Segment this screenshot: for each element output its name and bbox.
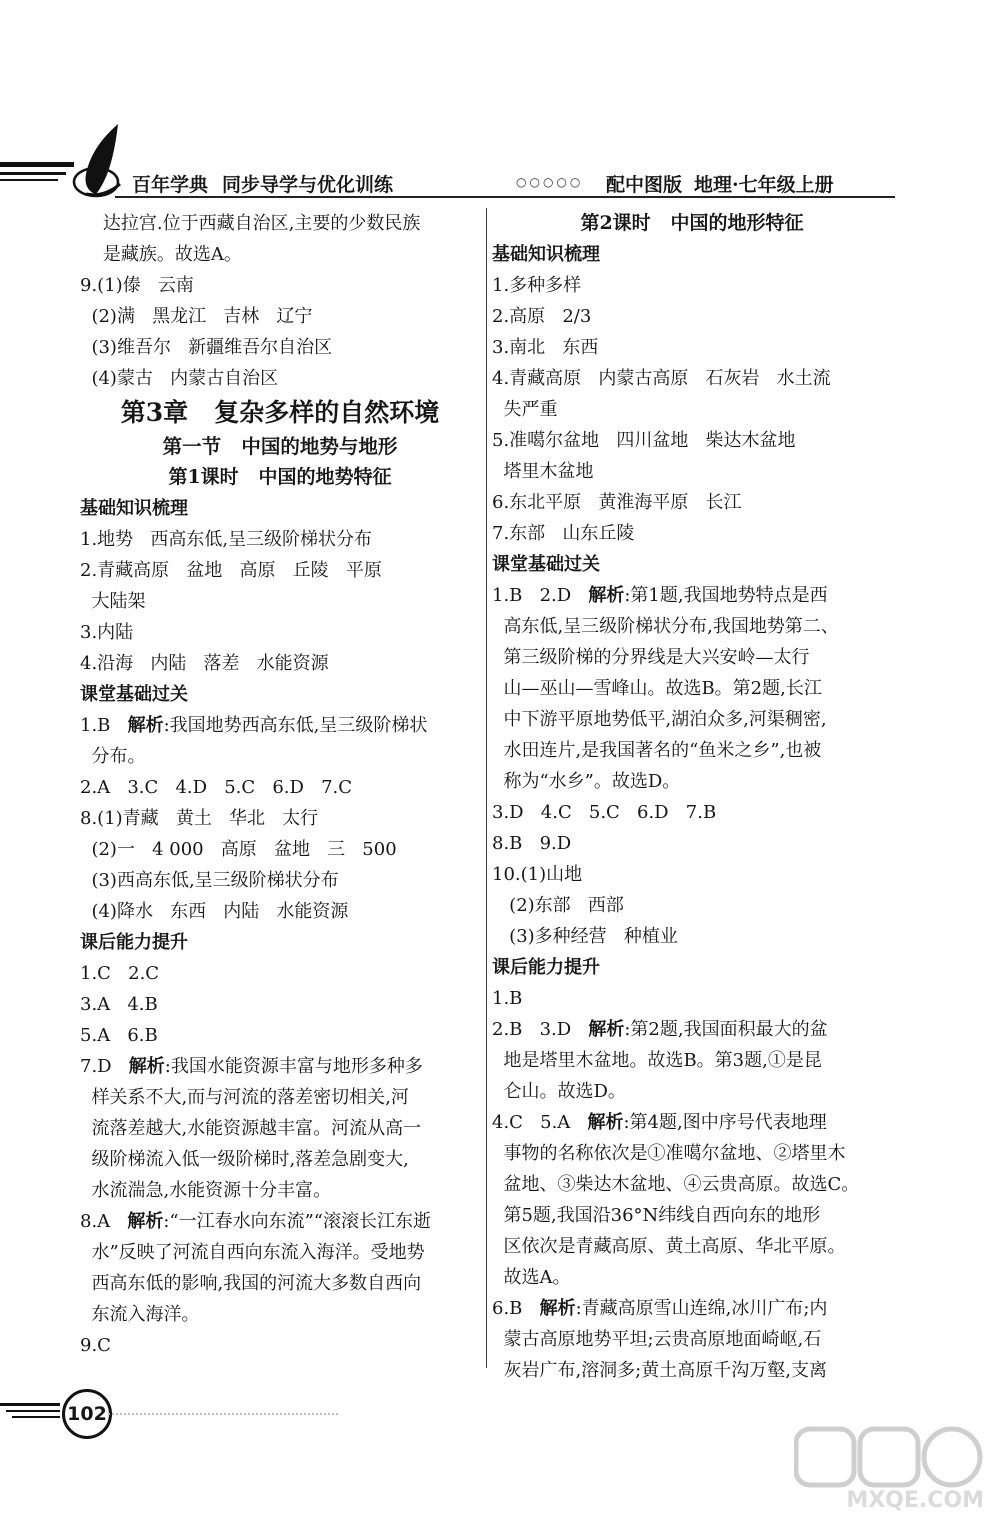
analysis-keyword: 解析: [588, 585, 625, 606]
left-column: [80, 208, 480, 1361]
text-line: 样关系不大,而与河流的落差密切相关,河: [80, 1087, 409, 1108]
text-line: 称为“水乡”。故选D。: [492, 771, 681, 792]
subject-label: 地理·七年级上册: [694, 174, 834, 196]
text-line: 4.C 5.A 解析:第4题,图中序号代表地理: [492, 1112, 827, 1133]
footer-rule: [108, 1413, 338, 1415]
text-line: 9.(1)傣 云南: [80, 275, 194, 296]
text-line: (2)东部 西部: [492, 895, 624, 916]
text-line: 7.东部 山东丘陵: [492, 523, 635, 544]
page-footer: [0, 1385, 420, 1445]
text-line: 1.B 2.D 解析:第1题,我国地势特点是西: [492, 585, 828, 606]
text-line: 第三级阶梯的分界线是大兴安岭—太行: [492, 647, 810, 668]
text-line: (3)西高东低,呈三级阶梯状分布: [80, 870, 339, 891]
right-column: [492, 208, 892, 1386]
text-line: 2.高原 2/3: [492, 306, 592, 327]
analysis-keyword: 解析: [127, 715, 164, 736]
text-line: 级阶梯流入低一级阶梯时,落差急剧变大,: [80, 1149, 409, 1170]
text-line: 8.A 解析:“一江春水向东流”“滚滚长江东逝: [80, 1211, 432, 1232]
text-line: 地是塔里木盆地。故选B。第3题,①是昆: [492, 1050, 822, 1071]
watermark-logo-icon: [794, 1423, 984, 1493]
column-divider: [486, 208, 487, 1368]
text-line: 山—巫山—雪峰山。故选B。第2题,长江: [492, 678, 822, 699]
text-line: (4)降水 东西 内陆 水能资源: [80, 901, 349, 922]
text-line: 8.B 9.D: [492, 833, 572, 854]
analysis-keyword: 解析: [128, 1056, 165, 1077]
text-line: 东流入海洋。: [80, 1304, 200, 1325]
analysis-keyword: 解析: [539, 1298, 576, 1319]
text-line: 失严重: [492, 399, 558, 420]
text-line: 6.B 解析:青藏高原雪山连绵,冰川广布;内: [492, 1298, 828, 1319]
text-line: 1.C 2.C: [80, 963, 160, 984]
quill-logo-icon: [0, 120, 140, 200]
text-line: 3.D 4.C 5.C 6.D 7.B: [492, 802, 717, 823]
text-line: 是藏族。故选A。: [80, 244, 242, 265]
text-line: 4.沿海 内陆 落差 水能资源: [80, 653, 329, 674]
heading-title: 课后能力提升: [80, 932, 188, 953]
lesson-title: 第1课时 中国的地势特征: [168, 466, 392, 488]
watermark-site: MXQE.COM: [846, 1488, 984, 1513]
text-line: (2)满 黑龙江 吉林 辽宁: [80, 306, 313, 327]
text-line: 水”反映了河流自西向东流入海洋。受地势: [80, 1242, 425, 1263]
text-line: 西高东低的影响,我国的河流大多数自西向: [80, 1273, 422, 1294]
text-line: 故选A。: [492, 1267, 571, 1288]
text-line: 2.A 3.C 4.D 5.C 6.D 7.C: [80, 777, 353, 798]
text-line: 第5题,我国沿36°N纬线自西向东的地形: [492, 1205, 821, 1226]
text-line: 2.青藏高原 盆地 高原 丘陵 平原: [80, 560, 382, 581]
analysis-keyword: 解析: [127, 1211, 164, 1232]
text-line: 达拉宫.位于西藏自治区,主要的少数民族: [80, 213, 421, 234]
text-line: 盆地、③柴达木盆地、④云贵高原。故选C。: [492, 1174, 860, 1195]
text-line: 3.A 4.B: [80, 994, 158, 1015]
heading-title: 基础知识梳理: [80, 498, 188, 519]
text-line: 5.A 6.B: [80, 1025, 158, 1046]
watermark: [794, 1423, 984, 1513]
text-line: 3.内陆: [80, 622, 134, 643]
text-line: 中下游平原地势低平,湖泊众多,河渠稠密,: [492, 709, 827, 730]
text-line: 7.D 解析:我国水能资源丰富与地形多种多: [80, 1056, 423, 1077]
text-line: 塔里木盆地: [492, 461, 594, 482]
header-left: [132, 170, 393, 197]
text-line: 蒙古高原地势平坦;云贵高原地面崎岖,石: [492, 1329, 822, 1350]
text-line: 水田连片,是我国著名的“鱼米之乡”,也被: [492, 740, 822, 761]
text-line: 5.准噶尔盆地 四川盆地 柴达木盆地: [492, 430, 796, 451]
text-line: 灰岩广布,溶洞多;黄土高原千沟万壑,支离: [492, 1360, 827, 1381]
series-name: 同步导学与优化训练: [222, 174, 394, 196]
text-line: 水流湍急,水能资源十分丰富。: [80, 1180, 332, 1201]
text-line: 4.青藏高原 内蒙古高原 石灰岩 水土流: [492, 368, 831, 389]
text-line: 1.多种多样: [492, 275, 582, 296]
text-line: 仑山。故选D。: [492, 1081, 626, 1102]
text-line: 1.B: [492, 988, 523, 1009]
text-line: 6.东北平原 黄淮海平原 长江: [492, 492, 742, 513]
book-title: 百年学典: [132, 174, 209, 196]
text-line: 10.(1)山地: [492, 864, 583, 885]
text-line: (4)蒙古 内蒙古自治区: [80, 368, 279, 389]
text-line: 2.B 3.D 解析:第2题,我国面积最大的盆: [492, 1019, 828, 1040]
text-line: (2)一 4 000 高原 盆地 三 500: [80, 839, 397, 860]
text-line: 8.(1)青藏 黄土 华北 太行: [80, 808, 319, 829]
page-header: [0, 120, 1000, 200]
text-line: 1.B 解析:我国地势西高东低,呈三级阶梯状: [80, 715, 428, 736]
section-title: 第一节 中国的地势与地形: [162, 435, 398, 458]
edition-label: 配中图版: [606, 174, 683, 196]
text-line: 分布。: [80, 746, 146, 767]
page-number: 102: [62, 1389, 112, 1439]
heading-title: 课堂基础过关: [80, 684, 188, 705]
text-line: 事物的名称依次是①准噶尔盆地、②塔里木: [492, 1143, 846, 1164]
header-rule: [115, 196, 895, 198]
heading-title: 课堂基础过关: [492, 554, 600, 575]
analysis-keyword: 解析: [588, 1019, 625, 1040]
analysis-keyword: 解析: [587, 1112, 624, 1133]
text-line: (3)多种经营 种植业: [492, 926, 678, 947]
heading-title: 基础知识梳理: [492, 244, 600, 265]
heading-title: 课后能力提升: [492, 957, 600, 978]
text-line: 高东低,呈三级阶梯状分布,我国地势第二、: [492, 616, 839, 637]
text-line: 1.地势 西高东低,呈三级阶梯状分布: [80, 529, 373, 550]
text-line: 区依次是青藏高原、黄土高原、华北平原。: [492, 1236, 846, 1257]
text-line: 流落差越大,水能资源越丰富。河流从高一: [80, 1118, 422, 1139]
text-line: 3.南北 东西: [492, 337, 599, 358]
lesson-title: 第2课时 中国的地形特征: [580, 212, 804, 234]
text-line: 9.C: [80, 1335, 111, 1356]
chapter-title: 第3章 复杂多样的自然环境: [120, 398, 440, 427]
header-right: [606, 170, 834, 197]
text-line: (3)维吾尔 新疆维吾尔自治区: [80, 337, 333, 358]
footer-lines-icon: [0, 1399, 62, 1423]
text-line: 大陆架: [80, 591, 146, 612]
header-dots: ○○○○○: [516, 175, 584, 189]
